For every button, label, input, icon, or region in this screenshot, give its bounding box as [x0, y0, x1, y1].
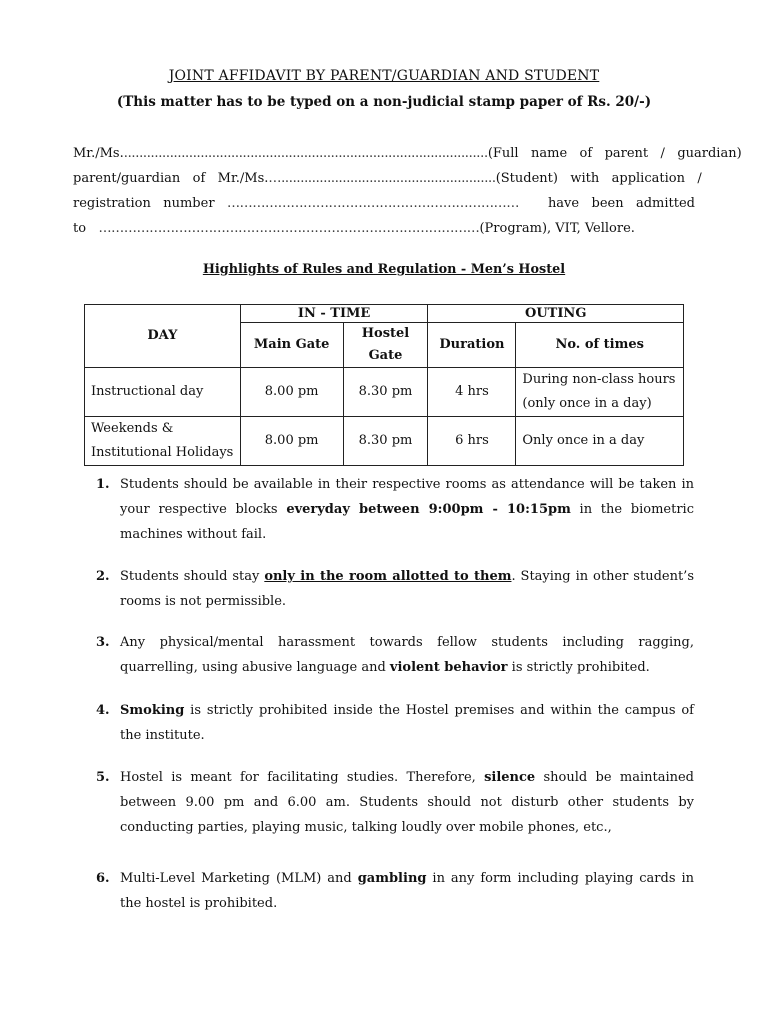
list-item — [96, 564, 694, 614]
table-cell-text: (only once in a day) — [522, 396, 652, 411]
rule-emphasis: gambling — [357, 871, 427, 886]
table-cell-duration: 4 hrs — [428, 368, 516, 417]
section-heading: Highlights of Rules and Regulation - Men’s Hostel — [202, 262, 566, 277]
table-cell-no-of-times: Only once in a day — [516, 417, 684, 466]
table-cell-duration: 6 hrs — [428, 417, 516, 466]
table-header-hostel-gate-line1: Hostel — [361, 326, 410, 341]
table-header-hostel-gate-line2: Gate — [368, 348, 403, 363]
list-item-text — [120, 564, 694, 614]
form-line-suffix: (Student) with application / — [495, 171, 702, 186]
table-cell-main-gate: 8.00 pm — [240, 368, 343, 417]
form-line-suffix: (Full name of parent / guardian) — [487, 146, 742, 161]
blank-field-student-name: …........................................................ — [268, 171, 496, 186]
list-item-number: 4. — [96, 703, 110, 718]
list-item-number: 5. — [96, 770, 110, 785]
rule-text: Hostel is meant for facilitating studies. Therefore, — [120, 770, 485, 785]
rule-text: should be maintained between 9.00 pm and 6.00 am. Students should not disturb other students by conducting parties, playing music, talking loudly over mobile phones, etc., — [120, 770, 694, 835]
table-header-no-of-times: No. of times — [516, 323, 684, 368]
form-line-prefix: Mr./Ms. — [73, 146, 124, 161]
list-item — [96, 472, 694, 547]
table-header-row — [85, 305, 684, 323]
table-cell-main-gate: 8.00 pm — [240, 417, 343, 466]
list-item-text — [120, 698, 694, 748]
table-header-main-gate: Main Gate — [240, 323, 343, 368]
list-item-text — [120, 866, 694, 916]
form-line-program — [73, 221, 695, 236]
rule-emphasis: silence — [484, 770, 536, 785]
list-item — [96, 630, 694, 680]
rule-text: Multi-Level Marketing (MLM) and — [120, 871, 358, 886]
form-line-parent-name — [73, 146, 742, 161]
rule-text: Students should stay — [120, 569, 265, 584]
list-item-number: 3. — [96, 635, 110, 650]
table-header-day: DAY — [85, 305, 241, 368]
document-title: JOINT AFFIDAVIT BY PARENT/GUARDIAN AND STUDENT — [168, 68, 600, 84]
form-line-student-name — [73, 171, 702, 186]
table-cell-text: During non-class hours — [522, 372, 676, 387]
rule-emphasis: only in the room allotted to them — [264, 569, 512, 584]
table-header-in-time: IN - TIME — [240, 305, 428, 323]
form-line-registration — [73, 196, 695, 211]
rule-text: is strictly prohibited inside the Hostel premises and within the campus of the institute. — [120, 703, 694, 743]
form-line-suffix: have been admitted — [547, 196, 695, 211]
list-item-number: 6. — [96, 871, 110, 886]
form-line-prefix: parent/guardian of Mr./Ms. — [73, 171, 269, 186]
rule-text: in any form including playing cards in the hostel is prohibited. — [120, 871, 694, 911]
rule-emphasis: everyday between 9:00pm - 10:15pm — [286, 502, 571, 517]
list-item-number: 1. — [96, 477, 110, 492]
rule-text: Students should be available in their respective rooms as attendance will be taken in your respective blocks — [120, 477, 694, 517]
list-item — [96, 765, 694, 840]
form-line-prefix: to — [73, 221, 87, 236]
table-header-duration: Duration — [428, 323, 516, 368]
table-header-hostel-gate — [343, 323, 428, 368]
list-item-text — [120, 630, 694, 680]
table-cell-day — [85, 417, 241, 466]
table-cell-text: Weekends & — [91, 421, 174, 436]
table-cell-day: Instructional day — [85, 368, 241, 417]
table-cell-hostel-gate: 8.30 pm — [343, 417, 428, 466]
form-line-prefix: registration number — [73, 196, 215, 211]
hostel-timing-table — [84, 304, 684, 466]
table-header-outing: OUTING — [428, 305, 684, 323]
rule-text: is strictly prohibited. — [507, 660, 650, 675]
table-row — [85, 417, 684, 466]
blank-field-registration-number: …………………………………………………………… — [226, 196, 520, 211]
list-item — [96, 866, 694, 916]
list-item-text — [120, 472, 694, 547]
list-item-number: 2. — [96, 569, 110, 584]
rule-text: in the biometric machines without fail. — [120, 502, 694, 542]
blank-field-parent-name: ............................................................................................... — [123, 146, 488, 161]
list-item-text — [120, 765, 694, 840]
rule-emphasis: Smoking — [120, 703, 185, 718]
table-cell-no-of-times — [516, 368, 684, 417]
table-row — [85, 368, 684, 417]
rule-emphasis: violent behavior — [389, 660, 508, 675]
table-cell-hostel-gate: 8.30 pm — [343, 368, 428, 417]
table-cell-text: Institutional Holidays — [91, 445, 234, 460]
rule-text: Any physical/mental harassment towards fellow students including ragging, quarrelling, using abusive language and — [120, 635, 694, 675]
blank-field-program: ……………………………………………………………………………… — [98, 221, 480, 236]
rule-text: . Staying in other student’s rooms is not permissible. — [120, 569, 694, 609]
list-item — [96, 698, 694, 748]
document-subtitle: (This matter has to be typed on a non-judicial stamp paper of Rs. 20/-) — [116, 94, 652, 110]
form-line-suffix: (Program), VIT, Vellore. — [479, 221, 635, 236]
